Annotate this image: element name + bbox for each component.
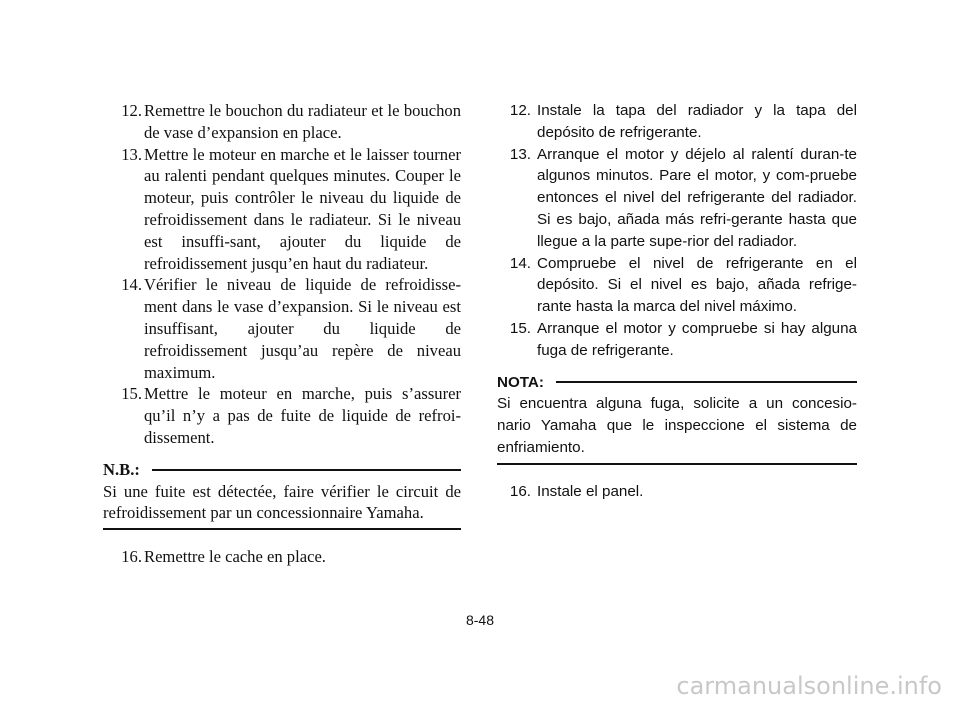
step-text: Remettre le cache en place. [144,547,326,567]
step-text: Mettre le moteur en marche, puis s’assurer qu’il n’y a pas de fuite de liquide de refroi-dissement. [144,384,461,447]
page-number: 8-48 [465,612,495,628]
list-item [497,100,857,144]
step-number: 12. [509,102,531,119]
step-text: Remettre le bouchon du radiateur et le bouchon de vase d’expansion en place. [144,101,461,142]
step-text: Instale el panel. [537,482,644,500]
spanish-column [497,100,857,503]
list-item [103,383,461,448]
list-item [103,100,461,144]
step-number: 16. [121,547,142,567]
step-number: 12. [121,101,142,120]
step-text: Vérifier le niveau de liquide de refroidisse-ment dans le vase d’expansion. Si le niveau est insuffisant, ajouter du liquide de refroidissement jusqu’au repère de niveau maximum. [144,275,461,382]
step-number: 14. [509,254,531,272]
list-item [497,318,857,362]
step-number: 14. [121,275,142,295]
note-bottom-rule [103,528,461,530]
step-text: Mettre le moteur en marche et le laisser tourner au ralenti pendant quelques minutes. Couper le moteur, puis contrôler le niveau du liquide de refroidissement dans le radiateur. Si le niveau est insuffi-sant, ajouter du liquide de refroidissement jusqu’en haut du radiateur. [144,144,461,273]
step-number: 15. [509,319,531,337]
note-text: Si une fuite est détectée, faire vérifier le circuit de refroidissement par un concessionnaire Yamaha. [103,481,461,523]
step-text: Arranque el motor y compruebe si hay alguna fuga de refrigerante. [537,319,857,359]
step-number: 13. [509,145,531,163]
step-number: 13. [121,144,142,164]
note-bottom-rule [497,463,857,465]
list-item [497,481,857,503]
note-header [103,459,461,481]
note-text: Si encuentra alguna fuga, solicite a un concesio-nario Yamaha que le inspeccione el sistema de enfriamiento. [497,395,857,456]
note-label: NOTA: [497,373,544,391]
step-number: 16. [509,482,531,500]
note-label: N.B.: [103,459,140,479]
french-column [103,100,461,568]
note-rule [556,381,857,383]
list-item [497,253,857,318]
list-item [497,144,857,253]
note-header [497,372,857,394]
step-text: Arranque el motor y déjelo al ralentí duran-te algunos minutos. Pare el motor, y com-pruebe entonces el nivel del refrigerante del radiador. Si es bajo, añada más refri-gerante hasta que llegue a la parte supe-rior del radiador. [537,145,857,250]
list-item [103,546,461,568]
step-text: Compruebe el nivel de refrigerante en el depósito. Si el nivel es bajo, añada refrige-rante hasta la marca del nivel máximo. [537,254,857,316]
list-item [103,274,461,383]
step-text: Instale la tapa del radiador y la tapa del depósito de refrigerante. [537,102,857,141]
list-item [103,144,461,275]
watermark: carmanualsonline.info [676,672,942,700]
note-rule [152,469,461,471]
step-number: 15. [121,384,142,404]
